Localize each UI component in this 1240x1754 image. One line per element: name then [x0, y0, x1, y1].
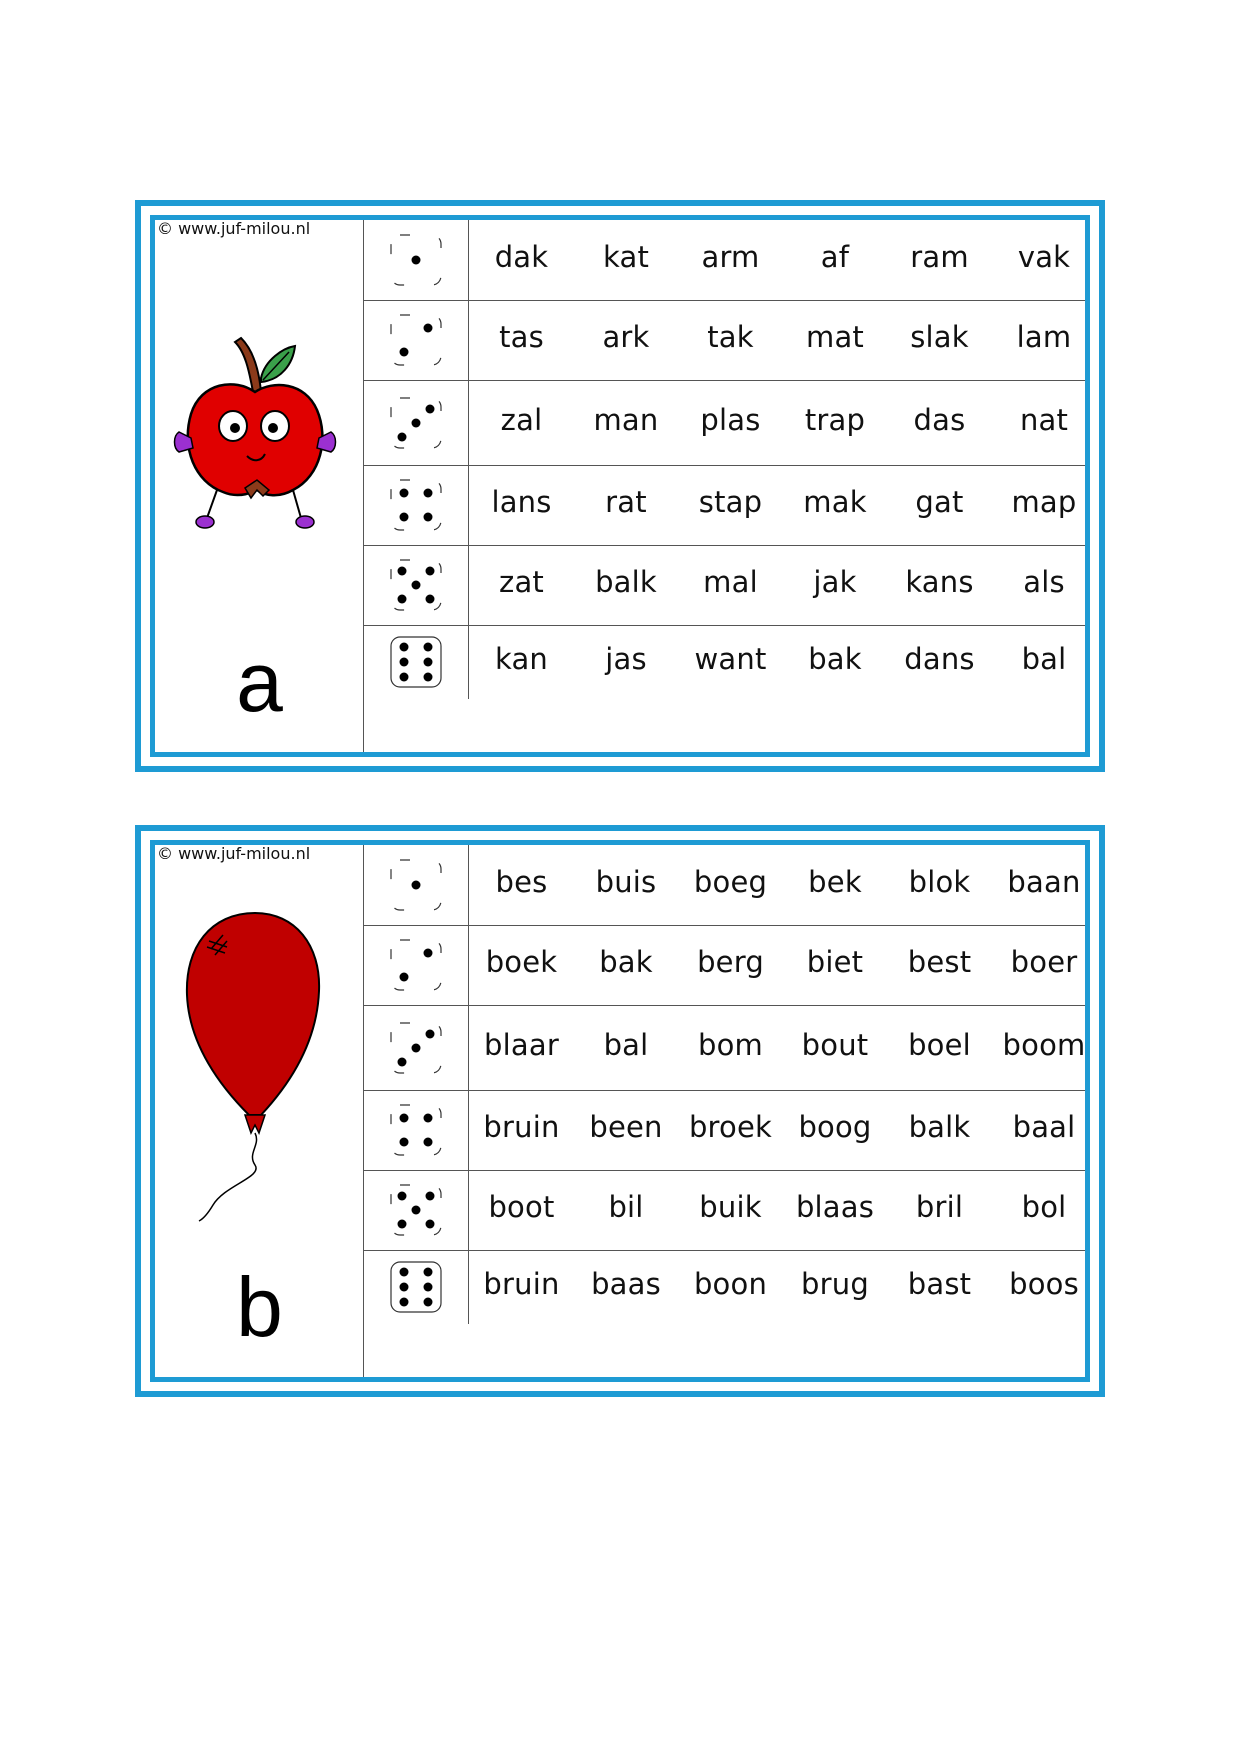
word: kans — [905, 565, 974, 599]
words-cell — [469, 1090, 1085, 1170]
dice-cell — [364, 545, 469, 625]
word: boos — [1009, 1267, 1079, 1301]
word: boek — [485, 945, 558, 979]
dice-cell — [364, 625, 469, 699]
word: rat — [605, 485, 647, 519]
word-row — [364, 1250, 1085, 1324]
word: zal — [500, 402, 543, 437]
word-row — [364, 1170, 1085, 1251]
dice-cell — [364, 1250, 469, 1324]
word: kan — [494, 642, 549, 676]
word: bruin — [483, 1110, 560, 1144]
dice-cell — [364, 300, 469, 380]
word: plas — [700, 402, 761, 437]
word-row — [364, 220, 1085, 301]
words-cell — [469, 1005, 1085, 1090]
word-grid — [364, 845, 1085, 1377]
word: baan — [1007, 865, 1081, 899]
card-letter: a — [236, 635, 283, 729]
dice-cell — [364, 465, 469, 545]
die-2-icon — [389, 313, 443, 367]
words-cell — [469, 625, 1085, 699]
word-row — [364, 1090, 1085, 1171]
word: als — [1023, 565, 1065, 599]
card-left-panel — [155, 845, 364, 1377]
word: boon — [693, 1267, 768, 1301]
die-5-icon — [389, 1183, 443, 1237]
word: tak — [707, 320, 754, 354]
words-cell — [469, 1250, 1085, 1324]
words-cell — [469, 545, 1085, 625]
words-cell — [469, 220, 1085, 300]
word: blaar — [484, 1027, 559, 1062]
word: kat — [602, 240, 650, 274]
word: zat — [499, 565, 544, 599]
word: lam — [1016, 320, 1072, 354]
word: bak — [808, 642, 862, 676]
word-row — [364, 1005, 1085, 1091]
word: mak — [803, 485, 867, 519]
word-grid — [364, 220, 1085, 752]
word: boer — [1010, 945, 1078, 979]
word: buik — [699, 1190, 762, 1224]
words-cell — [469, 465, 1085, 545]
word: balk — [908, 1110, 971, 1144]
word-row — [364, 845, 1085, 926]
die-6-icon — [389, 1260, 443, 1314]
word: best — [907, 945, 972, 979]
words-cell — [469, 845, 1085, 925]
word: man — [593, 402, 659, 437]
word-row — [364, 625, 1085, 699]
die-4-icon — [389, 478, 443, 532]
dice-cell — [364, 380, 469, 465]
word: boel — [908, 1027, 971, 1062]
word: bes — [495, 865, 548, 899]
word: arm — [701, 240, 760, 274]
dice-cell — [364, 1090, 469, 1170]
die-4-icon — [389, 1103, 443, 1157]
apple-character-illustration — [165, 330, 345, 550]
words-cell — [469, 1170, 1085, 1250]
word: ark — [602, 320, 650, 354]
word: map — [1011, 485, 1077, 519]
word: lans — [491, 485, 552, 519]
die-1-icon — [389, 233, 443, 287]
word: baal — [1012, 1110, 1076, 1144]
word: bal — [603, 1027, 649, 1062]
copyright-text: © www.juf-milou.nl — [157, 219, 311, 238]
words-cell — [469, 300, 1085, 380]
word-row — [364, 380, 1085, 466]
word-row — [364, 465, 1085, 546]
dice-cell — [364, 1005, 469, 1090]
word: boom — [1002, 1027, 1086, 1062]
word: broek — [688, 1110, 773, 1144]
word: stap — [698, 485, 763, 519]
word: blaas — [795, 1190, 875, 1224]
word: vak — [1017, 240, 1071, 274]
word: want — [694, 642, 767, 676]
word: trap — [804, 402, 866, 437]
dice-cell — [364, 845, 469, 925]
word: been — [589, 1110, 663, 1144]
word: bal — [1021, 642, 1067, 676]
card-inner-border — [150, 215, 1090, 757]
word: dak — [494, 240, 549, 274]
word: bom — [697, 1027, 763, 1062]
word: baas — [591, 1267, 661, 1301]
word: slak — [910, 320, 969, 354]
word: bek — [808, 865, 862, 899]
card-left-panel — [155, 220, 364, 752]
word: gat — [915, 485, 964, 519]
word-card-b — [135, 825, 1105, 1397]
card-inner-border — [150, 840, 1090, 1382]
dice-cell — [364, 925, 469, 1005]
word: mal — [703, 565, 758, 599]
word: tas — [499, 320, 544, 354]
word: biet — [806, 945, 864, 979]
word: jas — [605, 642, 647, 676]
word-row — [364, 925, 1085, 1006]
word: bast — [907, 1267, 972, 1301]
words-cell — [469, 380, 1085, 465]
word: ram — [910, 240, 969, 274]
word: boeg — [693, 865, 768, 899]
word: boog — [798, 1110, 872, 1144]
words-cell — [469, 925, 1085, 1005]
word: af — [820, 240, 850, 274]
word-row — [364, 545, 1085, 626]
word: bril — [915, 1190, 964, 1224]
word: bruin — [483, 1267, 560, 1301]
die-3-icon — [389, 396, 443, 450]
word: nat — [1019, 402, 1069, 437]
word: bil — [608, 1190, 644, 1224]
word-card-a — [135, 200, 1105, 772]
word: berg — [697, 945, 764, 979]
word: jak — [813, 565, 857, 599]
word: bol — [1021, 1190, 1067, 1224]
word: das — [913, 402, 966, 437]
copyright-text: © www.juf-milou.nl — [157, 844, 311, 863]
word: dans — [904, 642, 975, 676]
word: mat — [806, 320, 864, 354]
word: bak — [599, 945, 653, 979]
word: bout — [801, 1027, 869, 1062]
balloon-illustration — [165, 895, 345, 1225]
word-row — [364, 300, 1085, 381]
die-2-icon — [389, 938, 443, 992]
die-6-icon — [389, 635, 443, 689]
word: brug — [801, 1267, 869, 1301]
dice-cell — [364, 220, 469, 300]
die-5-icon — [389, 558, 443, 612]
die-1-icon — [389, 858, 443, 912]
word: boot — [488, 1190, 555, 1224]
die-3-icon — [389, 1021, 443, 1075]
word: blok — [908, 865, 971, 899]
word: buis — [595, 865, 657, 899]
word: balk — [595, 565, 657, 599]
dice-cell — [364, 1170, 469, 1250]
card-letter: b — [236, 1260, 283, 1354]
